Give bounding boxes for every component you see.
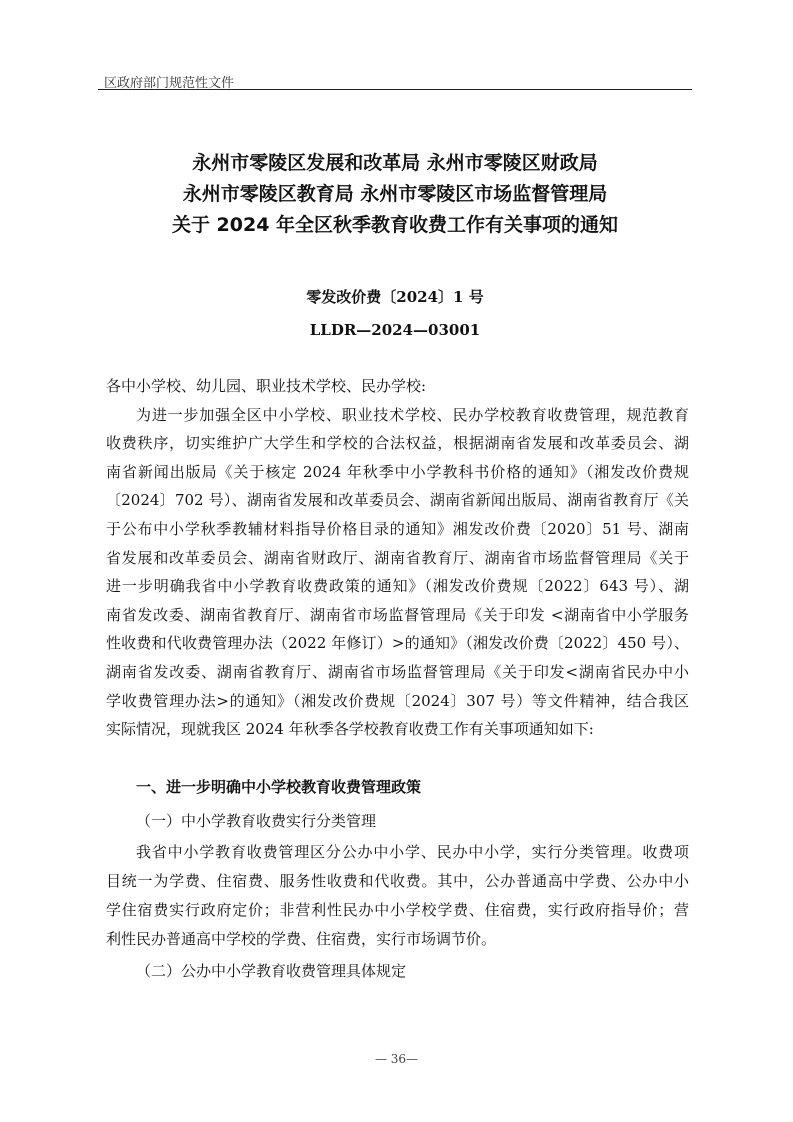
- header-label: 区政府部门规范性文件: [104, 76, 235, 91]
- body-line: 南省新闻出版局《关于核定 2024 年秋季中小学教科书价格的通知》（湘发改价费规: [106, 462, 689, 481]
- body-line: 于公布中小学秋季教辅材料指导价格目录的通知》湘发改价费〔2020〕51 号、湖南: [106, 519, 689, 538]
- body-line: 〔2024〕702 号）、湖南省发展和改革委员会、湖南省新闻出版局、湖南省教育厅《关: [106, 491, 689, 510]
- body-line: 性收费和代收费管理办法（2022 年修订）>的通知》（湘发改价费〔2022〕450 号）、: [106, 634, 689, 653]
- subsection-heading-2: （二）公办中小学教育收费管理具体规定: [136, 962, 407, 980]
- body-line: 学住宿费实行政府定价；非营利性民办中小学校学费、住宿费，实行政府指导价；营: [106, 901, 689, 919]
- body-line: 目统一为学费、住宿费、服务性收费和代收费。其中，公办普通高中学费、公办中小: [106, 872, 689, 890]
- body-line: 我省中小学教育收费管理区分公办中小学、民办中小学，实行分类管理。收费项: [136, 843, 689, 861]
- body-line: 学收费管理办法>的通知》（湘发改价费规〔2024〕307 号）等文件精神，结合我区: [106, 691, 689, 710]
- body-line: 实际情况，现就我区 2024 年秋季各学校教育收费工作有关事项通知如下:: [106, 720, 594, 739]
- body-line: 为进一步加强全区中小学校、职业技术学校、民办学校教育收费管理，规范教育: [136, 405, 689, 424]
- title-line-3: 关于 2024 年全区秋季教育收费工作有关事项的通知: [171, 214, 619, 236]
- document-number: 零发改价费〔2024〕1 号: [306, 288, 484, 306]
- header-divider: [98, 89, 692, 90]
- body-line: 利性民办普通高中学校的学费、住宿费，实行市场调节价。: [106, 930, 497, 948]
- body-line: 南省发改委、湖南省教育厅、湖南省市场监督管理局《关于印发 <湖南省中小学服务: [106, 605, 689, 624]
- body-paragraph-1: [106, 372, 689, 744]
- body-line: 进一步明确我省中小学教育收费政策的通知》（湘发改价费规〔2022〕643 号）、湖: [106, 577, 689, 596]
- body-line: 省发展和改革委员会、湖南省财政厅、湖南省教育厅、湖南省市场监督管理局《关于: [106, 548, 689, 567]
- body-line: 收费秩序，切实维护广大学生和学校的合法权益，根据湖南省发展和改革委员会、湖: [106, 434, 689, 453]
- section-heading-1: 一、进一步明确中小学校教育收费管理政策: [136, 778, 422, 796]
- title-line-1: 永州市零陵区发展和改革局 永州市零陵区财政局: [192, 152, 598, 174]
- body-line: 湖南省发改委、湖南省教育厅、湖南省市场监督管理局《关于印发<湖南省民办中小: [106, 662, 689, 681]
- addressee: 各中小学校、幼儿园、职业技术学校、民办学校:: [106, 377, 427, 395]
- subsection-heading-1: （一）中小学教育收费实行分类管理: [136, 812, 377, 830]
- document-title: [98, 148, 692, 241]
- body-paragraph-2: [106, 838, 689, 954]
- page-number: — 36—: [374, 1052, 419, 1066]
- title-line-2: 永州市零陵区教育局 永州市零陵区市场监督管理局: [182, 183, 608, 205]
- document-code: LLDR—2024—03001: [309, 321, 481, 339]
